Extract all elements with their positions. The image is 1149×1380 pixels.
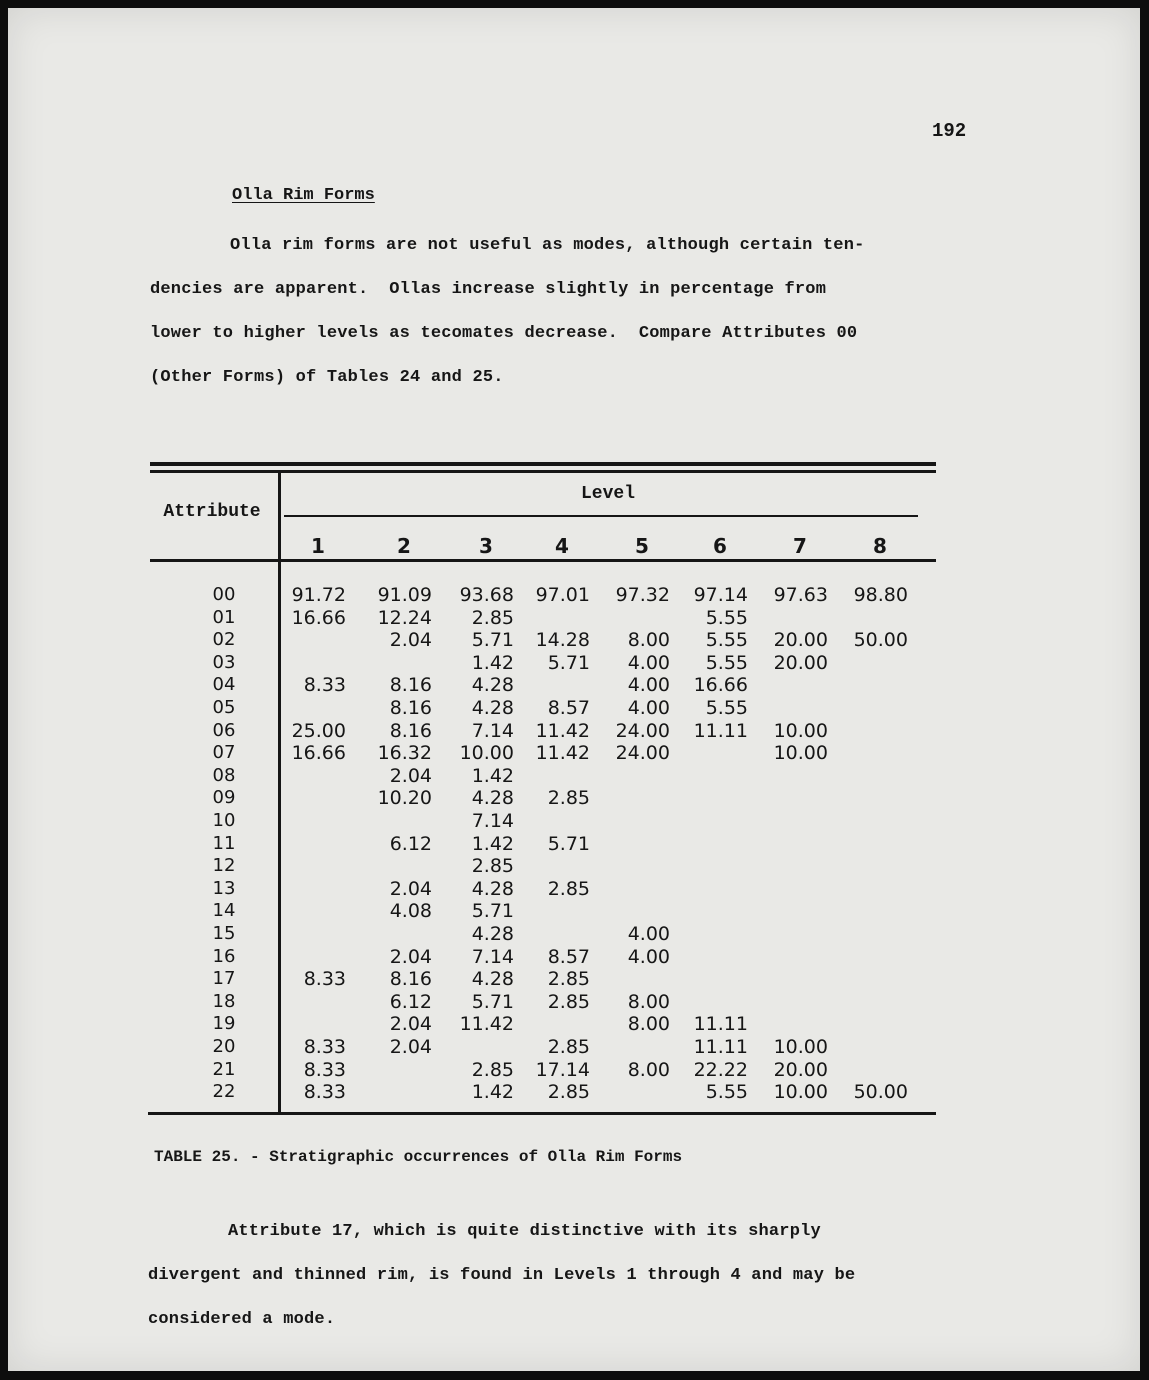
- table-cell: [270, 765, 346, 787]
- table-cell: 4.28: [471, 697, 514, 719]
- table-cell: [594, 607, 670, 629]
- table-cell: 2.04: [389, 878, 432, 900]
- table-cell: 8.00: [627, 1059, 670, 1081]
- attribute-code: 12: [212, 855, 236, 876]
- table-cell: 5.71: [471, 900, 514, 922]
- table-bottom-rule: [148, 1112, 936, 1115]
- table-cell: 5.55: [705, 1081, 748, 1103]
- table-cell: [270, 833, 346, 855]
- table-cell: [594, 1036, 670, 1058]
- table-cell: [672, 946, 748, 968]
- table-cell: 5.55: [705, 629, 748, 651]
- table-cell: 8.00: [627, 629, 670, 651]
- table-cell: 2.04: [389, 765, 432, 787]
- table-cell: 4.00: [627, 946, 670, 968]
- table-cell: 7.14: [471, 946, 514, 968]
- table-cell: 11.11: [693, 1013, 748, 1035]
- table-cell: 20.00: [773, 629, 828, 651]
- table-cell: 10.00: [459, 742, 514, 764]
- section-heading: Olla Rim Forms: [232, 186, 375, 205]
- table-cell: 20.00: [773, 652, 828, 674]
- table-cell: [832, 878, 908, 900]
- table-cell: [594, 900, 670, 922]
- table-cell: 10.20: [377, 787, 432, 809]
- attribute-code: 21: [212, 1059, 236, 1080]
- table-cell: 8.16: [389, 697, 432, 719]
- table-cell: [270, 787, 346, 809]
- table-cell: [270, 991, 346, 1013]
- table-cell: [832, 855, 908, 877]
- table-cell: 97.01: [535, 584, 590, 606]
- attribute-code: 09: [212, 787, 236, 808]
- table-cell: [672, 742, 748, 764]
- table-cell: [672, 923, 748, 945]
- attribute-code: 11: [212, 833, 236, 854]
- table-cell: [594, 787, 670, 809]
- attribute-code: 14: [212, 900, 236, 921]
- table-cell: [832, 787, 908, 809]
- table-cell: 8.33: [303, 1081, 346, 1103]
- closing-line: Attribute 17, which is quite distinctive with its sharply: [228, 1222, 821, 1241]
- table-cell: 10.00: [773, 742, 828, 764]
- page-number: 192: [932, 120, 967, 142]
- table-cell: [752, 968, 828, 990]
- table-cell: 8.00: [627, 1013, 670, 1035]
- table-cell: 1.42: [471, 652, 514, 674]
- table-top-rule: [150, 470, 936, 473]
- attribute-code: 06: [212, 720, 236, 741]
- table-cell: 1.42: [471, 1081, 514, 1103]
- table-cell: [270, 697, 346, 719]
- table-cell: 17.14: [535, 1059, 590, 1081]
- level-column-header: Level: [580, 484, 635, 504]
- table-cell: 5.55: [705, 697, 748, 719]
- table-cell: 11.42: [459, 1013, 514, 1035]
- table-cell: [514, 607, 590, 629]
- table-cell: 8.57: [547, 697, 590, 719]
- table-cell: [594, 1081, 670, 1103]
- table-cell: 1.42: [471, 765, 514, 787]
- table-cell: [514, 810, 590, 832]
- table-cell: 10.00: [773, 720, 828, 742]
- table-cell: [514, 900, 590, 922]
- table-cell: 2.85: [547, 1036, 590, 1058]
- table-cell: 14.28: [535, 629, 590, 651]
- table-cell: [356, 810, 432, 832]
- table-cell: [514, 1013, 590, 1035]
- attribute-code: 13: [212, 878, 236, 899]
- table-cell: 22.22: [693, 1059, 748, 1081]
- table-cell: [356, 1081, 432, 1103]
- table-cell: 2.85: [547, 1081, 590, 1103]
- table-cell: [514, 674, 590, 696]
- table-cell: [752, 607, 828, 629]
- intro-line: lower to higher levels as tecomates decrease. Compare Attributes 00: [150, 324, 858, 343]
- table-cell: [752, 900, 828, 922]
- table-cell: 11.11: [693, 720, 748, 742]
- table-cell: [672, 878, 748, 900]
- table-cell: [594, 810, 670, 832]
- table-cell: 2.85: [547, 968, 590, 990]
- table-cell: 8.16: [389, 720, 432, 742]
- table-cell: 16.66: [693, 674, 748, 696]
- intro-line: dencies are apparent. Ollas increase slightly in percentage from: [150, 280, 827, 299]
- table-cell: 4.00: [627, 923, 670, 945]
- table-cell: 97.32: [615, 584, 670, 606]
- table-cell: [438, 1036, 514, 1058]
- table-cell: [752, 946, 828, 968]
- table-cell: 2.04: [389, 1013, 432, 1035]
- intro-line: (Other Forms) of Tables 24 and 25.: [150, 368, 504, 387]
- table-cell: 16.66: [291, 607, 346, 629]
- table-cell: [832, 1013, 908, 1035]
- table-cell: [752, 878, 828, 900]
- table-cell: 5.71: [471, 629, 514, 651]
- attribute-code: 08: [212, 765, 236, 786]
- table-cell: 11.42: [535, 720, 590, 742]
- level-number: 2: [397, 534, 411, 558]
- table-cell: 10.00: [773, 1036, 828, 1058]
- level-number: 3: [479, 534, 493, 558]
- attribute-code: 22: [212, 1081, 236, 1102]
- table-cell: 97.14: [693, 584, 748, 606]
- table-cell: [832, 900, 908, 922]
- level-number: 4: [555, 534, 569, 558]
- table-cell: [672, 833, 748, 855]
- table-cell: [356, 1059, 432, 1081]
- table-cell: [672, 991, 748, 1013]
- table-cell: [752, 923, 828, 945]
- closing-line: considered a mode.: [148, 1310, 336, 1329]
- table-cell: [752, 674, 828, 696]
- table-cell: 4.28: [471, 968, 514, 990]
- table-cell: [752, 810, 828, 832]
- table-cell: [832, 652, 908, 674]
- table-cell: [594, 855, 670, 877]
- table-cell: 4.28: [471, 787, 514, 809]
- table-cell: [832, 1059, 908, 1081]
- table-cell: 5.55: [705, 652, 748, 674]
- table-cell: 4.00: [627, 652, 670, 674]
- attribute-code: 07: [212, 742, 236, 763]
- table-cell: [270, 900, 346, 922]
- level-number: 5: [635, 534, 649, 558]
- table-cell: [832, 946, 908, 968]
- table-cell: [356, 652, 432, 674]
- table-cell: 7.14: [471, 720, 514, 742]
- table-cell: 25.00: [291, 720, 346, 742]
- table-cell: 7.14: [471, 810, 514, 832]
- table-cell: 24.00: [615, 742, 670, 764]
- table-cell: [672, 968, 748, 990]
- attribute-code: 20: [212, 1036, 236, 1057]
- table-cell: [672, 787, 748, 809]
- table-cell: [832, 1036, 908, 1058]
- table-cell: [672, 855, 748, 877]
- table-cell: 50.00: [853, 1081, 908, 1103]
- level-number: 7: [793, 534, 807, 558]
- table-cell: 10.00: [773, 1081, 828, 1103]
- table-cell: [752, 833, 828, 855]
- table-cell: 5.71: [547, 833, 590, 855]
- table-cell: [594, 968, 670, 990]
- level-number: 8: [873, 534, 887, 558]
- table-cell: [672, 765, 748, 787]
- attribute-column-header: Attribute: [163, 502, 261, 522]
- table-cell: 6.12: [389, 991, 432, 1013]
- table-cell: [832, 810, 908, 832]
- table-cell: 8.00: [627, 991, 670, 1013]
- table-cell: 11.42: [535, 742, 590, 764]
- table-cell: [270, 1013, 346, 1035]
- table-cell: 5.71: [471, 991, 514, 1013]
- attribute-code: 16: [212, 946, 236, 967]
- table-cell: [270, 855, 346, 877]
- table-cell: 2.85: [547, 787, 590, 809]
- table-cell: 1.42: [471, 833, 514, 855]
- level-header-rule: [284, 515, 918, 517]
- table-cell: [270, 810, 346, 832]
- table-cell: [270, 946, 346, 968]
- table-cell: [832, 742, 908, 764]
- table-cell: [672, 810, 748, 832]
- table-cell: [514, 923, 590, 945]
- table-cell: [672, 900, 748, 922]
- table-cell: 20.00: [773, 1059, 828, 1081]
- table-cell: 5.71: [547, 652, 590, 674]
- table-cell: [832, 833, 908, 855]
- table-cell: 50.00: [853, 629, 908, 651]
- table-cell: 6.12: [389, 833, 432, 855]
- attribute-code: 19: [212, 1013, 236, 1034]
- document-page: [8, 8, 1140, 1371]
- table-cell: [270, 878, 346, 900]
- attribute-code: 10: [212, 810, 236, 831]
- table-cell: [514, 765, 590, 787]
- table-cell: 16.32: [377, 742, 432, 764]
- table-cell: 8.16: [389, 968, 432, 990]
- table-cell: 4.28: [471, 674, 514, 696]
- attribute-code: 00: [212, 584, 236, 605]
- table-cell: 91.09: [377, 584, 432, 606]
- table-cell: [752, 991, 828, 1013]
- table-cell: [752, 1013, 828, 1035]
- table-cell: [832, 720, 908, 742]
- table-cell: 2.85: [547, 878, 590, 900]
- table-cell: [752, 787, 828, 809]
- table-cell: 8.16: [389, 674, 432, 696]
- table-cell: 2.85: [471, 855, 514, 877]
- table-cell: [270, 629, 346, 651]
- table-cell: 4.28: [471, 878, 514, 900]
- table-caption: TABLE 25. - Stratigraphic occurrences of Olla Rim Forms: [154, 1148, 683, 1166]
- table-cell: [594, 878, 670, 900]
- attribute-code: 15: [212, 923, 236, 944]
- table-top-rule: [150, 462, 936, 466]
- table-cell: [514, 855, 590, 877]
- table-cell: 2.85: [471, 1059, 514, 1081]
- table-cell: 93.68: [459, 584, 514, 606]
- table-cell: [832, 697, 908, 719]
- table-cell: [270, 923, 346, 945]
- table-cell: [832, 607, 908, 629]
- level-number: 6: [713, 534, 727, 558]
- table-cell: [270, 652, 346, 674]
- attribute-code: 03: [212, 652, 236, 673]
- table-cell: [832, 674, 908, 696]
- table-cell: [594, 833, 670, 855]
- table-cell: 4.08: [389, 900, 432, 922]
- table-cell: [752, 697, 828, 719]
- table-cell: [356, 855, 432, 877]
- table-cell: [752, 765, 828, 787]
- attribute-code: 17: [212, 968, 236, 989]
- table-cell: 5.55: [705, 607, 748, 629]
- closing-line: divergent and thinned rim, is found in Levels 1 through 4 and may be: [148, 1266, 856, 1285]
- table-cell: 12.24: [377, 607, 432, 629]
- level-number: 1: [311, 534, 325, 558]
- table-cell: 98.80: [853, 584, 908, 606]
- table-cell: 2.04: [389, 629, 432, 651]
- table-cell: [832, 923, 908, 945]
- table-cell: 2.04: [389, 1036, 432, 1058]
- table-cell: 8.33: [303, 968, 346, 990]
- table-cell: 4.28: [471, 923, 514, 945]
- table-cell: 2.04: [389, 946, 432, 968]
- table-cell: [832, 991, 908, 1013]
- attribute-code: 04: [212, 674, 236, 695]
- table-cell: 97.63: [773, 584, 828, 606]
- table-cell: 8.57: [547, 946, 590, 968]
- table-cell: [832, 765, 908, 787]
- table-cell: 8.33: [303, 1036, 346, 1058]
- table-cell: 4.00: [627, 674, 670, 696]
- table-cell: [832, 968, 908, 990]
- table-cell: [752, 855, 828, 877]
- table-cell: [594, 765, 670, 787]
- table-cell: 2.85: [547, 991, 590, 1013]
- attribute-code: 01: [212, 607, 236, 628]
- intro-line: Olla rim forms are not useful as modes, although certain ten-: [230, 236, 865, 255]
- table-cell: [356, 923, 432, 945]
- attribute-code: 02: [212, 629, 236, 650]
- table-cell: 2.85: [471, 607, 514, 629]
- table-cell: 24.00: [615, 720, 670, 742]
- attribute-code: 05: [212, 697, 236, 718]
- table-cell: 16.66: [291, 742, 346, 764]
- header-bottom-rule: [150, 559, 936, 562]
- table-cell: 4.00: [627, 697, 670, 719]
- table-cell: 8.33: [303, 1059, 346, 1081]
- table-cell: 11.11: [693, 1036, 748, 1058]
- attribute-code: 18: [212, 991, 236, 1012]
- table-cell: 91.72: [291, 584, 346, 606]
- table-cell: 8.33: [303, 674, 346, 696]
